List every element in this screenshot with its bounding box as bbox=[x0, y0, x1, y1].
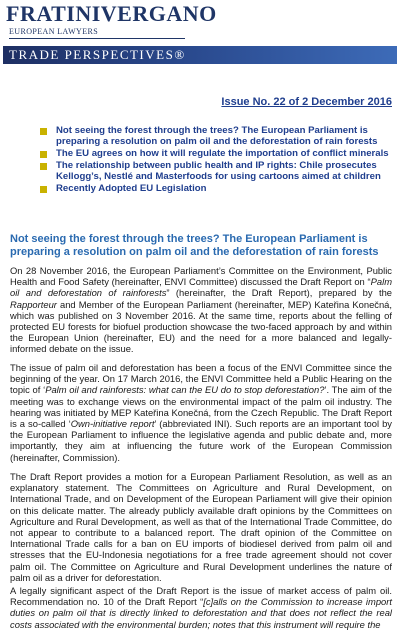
newsletter-banner bbox=[3, 46, 397, 64]
logo-rule bbox=[9, 38, 185, 39]
ini-italic: Own-initiative report bbox=[70, 418, 155, 430]
text-run: The issue of palm oil and deforestation has been a focus of the ENVI Committee since the beginning of the year. On 17 March 2016, the ENVI Committee held a Public Hearing on the topic of ‘ bbox=[10, 362, 392, 396]
logo-name: FRATINIVERGANO bbox=[6, 1, 217, 26]
text-run: ’. The aim of the meeting was to exchange views on the environmental impact of the palm oil industry. The hearing was initiated by MEP Kateřina Konečná, from the Czech Republic. The Draft Report is a so-called ‘ bbox=[10, 384, 392, 430]
masthead bbox=[3, 0, 397, 64]
table-of-contents bbox=[40, 125, 390, 195]
text-run: and Member of the European Parliament (hereinafter, MEP) Kateřina Konečná, which was published on 3 November 2016. At the same time, reports about the felling of protected EU forests for biofuel production showcase the two-faced approach by and within the European Union (hereinafter, EU) and the need for a more balanced and legally-informed debate on the issue. bbox=[10, 298, 392, 355]
article-paragraph bbox=[10, 362, 392, 463]
toc-item bbox=[40, 183, 390, 194]
report-title-italic: Palm oil and deforestation of rainforests bbox=[10, 276, 392, 299]
toc-item bbox=[40, 148, 390, 159]
toc-link-chile-ip[interactable]: The relationship between public health and IP rights: Chile prosecutes Kellogg’s, Nestlé and Masterfoods for using cartoons aimed at children bbox=[56, 160, 381, 182]
square-bullet-icon bbox=[40, 128, 47, 135]
toc-item bbox=[40, 125, 390, 147]
square-bullet-icon bbox=[40, 163, 47, 170]
article-paragraph bbox=[10, 585, 392, 630]
toc-link-conflict-minerals[interactable]: The EU agrees on how it will regulate the importation of conflict minerals bbox=[56, 148, 389, 159]
square-bullet-icon bbox=[40, 151, 47, 158]
rapporteur-italic: Rapporteur bbox=[10, 298, 57, 310]
article-title: Not seeing the forest through the trees? The European Parliament is preparing a resolution on palm oil and the deforestation of rain forests bbox=[10, 233, 379, 258]
text-run: On 28 November 2016, the European Parliament’s Committee on the Environment, Public Health and Food Safety (hereinafter, ENVI Committee) discussed the Draft Report on “ bbox=[10, 265, 392, 288]
text-run: ’ (abbreviated INI). Such reports are an important tool by the European Parliament to influence the legislative agenda and public debate and, more importantly, they aim at influencing the future work of the European Commission (hereinafter, Commission). bbox=[10, 418, 392, 463]
text-run: ” (hereinafter, the Draft Report), prepared by the bbox=[166, 287, 393, 299]
issue-number[interactable]: Issue No. 22 of 2 December 2016 bbox=[221, 96, 392, 108]
hearing-topic-italic: Palm oil and rainforests: what can the EU do to stop deforestation? bbox=[45, 384, 325, 396]
banner-title: TRADE PERSPECTIVES® bbox=[9, 47, 186, 62]
article-paragraph bbox=[10, 265, 392, 355]
recommendation-quote-italic: [c]alls on the Commission to increase import duties on palm oil that is directly linked to deforestation and that does not reflect the real costs associated with the environmental burden; notes that this instrument will require the bbox=[10, 596, 392, 630]
text-run: A legally significant aspect of the Draft Report is the issue of market access of palm oil. Recommendation no. 10 of the Draft Report “ bbox=[10, 585, 392, 608]
toc-link-eu-legislation[interactable]: Recently Adopted EU Legislation bbox=[56, 183, 207, 194]
firm-logo[interactable] bbox=[3, 0, 217, 46]
toc-link-palm-oil[interactable]: Not seeing the forest through the trees? The European Parliament is preparing a resolution on palm oil and the deforestation of rain forests bbox=[56, 125, 378, 147]
article-paragraph: The Draft Report provides a motion for a European Parliament Resolution, as well as an explanatory statement. The Committees on Agriculture and Rural Development, on International Trade, and on Development of the European Parliament will give their opinion on this delicate matter. The already publicly available draft opinions by the Committees on Agriculture and Rural Development, as well as that of the International Trade Committee, do not appear to contribute to a balanced report. The draft opinion of the Committee on International Trade calls for a ban on EU imports of biodiesel derived from palm oil and stresses that the EU-Indonesia negotiations for a free trade agreement should not cover palm oil. The Committee on Agriculture and Rural Development underlines the nature of palm oil as a driver for deforestation. bbox=[10, 471, 392, 583]
toc-item bbox=[40, 160, 390, 182]
logo-subtitle: EUROPEAN LAWYERS bbox=[9, 27, 99, 36]
square-bullet-icon bbox=[40, 186, 47, 193]
